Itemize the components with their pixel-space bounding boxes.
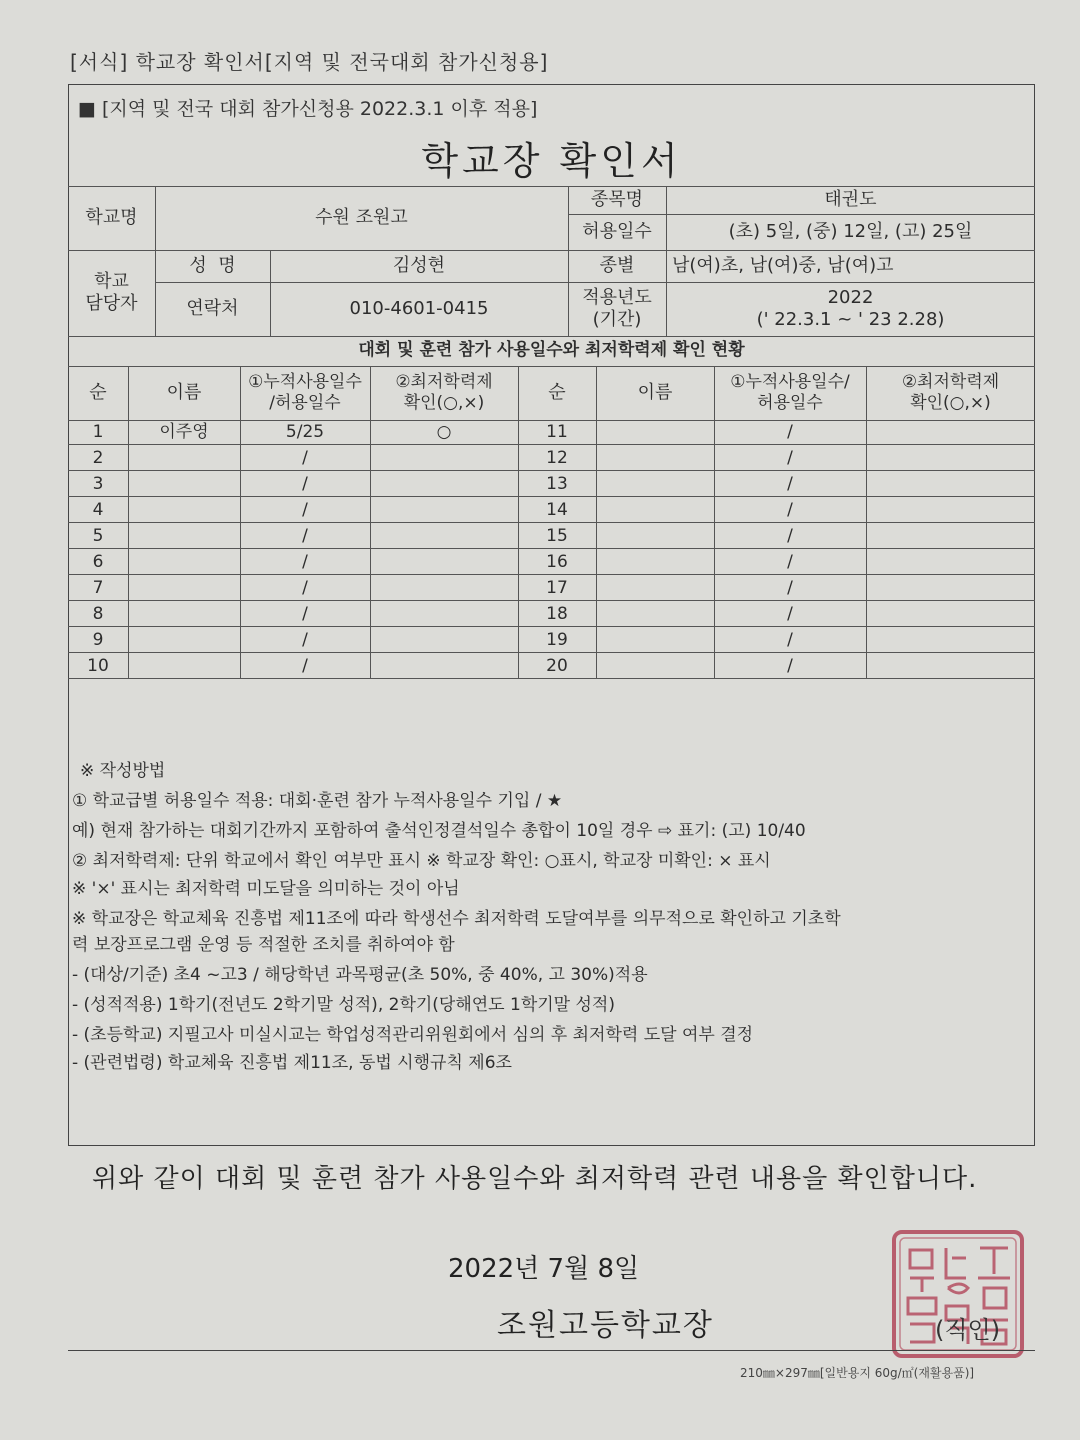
method-line: ※ '×' 표시는 최저학력 미도달을 의미하는 것이 아님 [72, 879, 460, 899]
cell-name [596, 628, 714, 654]
form-header: [서식] 학교장 확인서[지역 및 전국대회 참가신청용] [70, 50, 549, 74]
cell-no: 5 [92, 526, 104, 547]
cell-no: 13 [546, 474, 568, 495]
cell-name [128, 446, 240, 472]
cell-days: / [787, 474, 793, 495]
cell-name [596, 654, 714, 680]
cell-check [866, 446, 1035, 472]
cell-no: 6 [92, 552, 104, 573]
cell-days: / [302, 630, 308, 651]
contact-value: 010-4601-0415 [349, 297, 489, 319]
cell-check [370, 654, 518, 680]
cell-check [866, 654, 1035, 680]
document-title: 학교장 확인서 [421, 139, 682, 183]
category-label: 종별 [599, 254, 635, 276]
cell-check [866, 550, 1035, 576]
name-value: 김성현 [392, 254, 446, 276]
school-label: 학교명 [85, 206, 138, 228]
cell-no: 1 [92, 422, 104, 443]
principal-title: 조원고등학교장 [497, 1308, 714, 1343]
cell-days: / [302, 604, 308, 625]
cell-days: / [302, 552, 308, 573]
cell-days: / [302, 578, 308, 599]
cell-name [596, 524, 714, 550]
cell-name [596, 602, 714, 628]
contact-label: 연락처 [186, 297, 239, 319]
seal-label: (직인) [935, 1316, 1001, 1344]
confirm-text: 위와 같이 대회 및 훈련 참가 사용일수와 최저학력 관련 내용을 확인합니다. [92, 1164, 978, 1194]
cell-name [596, 420, 714, 446]
name-label: 성 명 [189, 254, 236, 276]
cell-no: 2 [92, 448, 104, 469]
cell-check [370, 498, 518, 524]
school-value: 수원 조원고 [315, 206, 408, 228]
cell-days: / [302, 474, 308, 495]
cell-name [128, 524, 240, 550]
cell-days: / [302, 526, 308, 547]
cell-check [370, 550, 518, 576]
cell-check [866, 628, 1035, 654]
cell-no: 10 [87, 656, 109, 677]
cell-check [370, 446, 518, 472]
issue-date: 2022년 7월 8일 [448, 1254, 640, 1284]
cell-days: / [787, 578, 793, 599]
cell-name [128, 602, 240, 628]
method-line: - (초등학교) 지필고사 미실시교는 학업성적관리위원회에서 심의 후 최저학력 도달 여부 결정 [72, 1025, 754, 1045]
cell-name [128, 628, 240, 654]
cell-check [866, 524, 1035, 550]
col-days-left: ①누적사용일수 /허용일수 [248, 371, 362, 413]
days-label: 허용일수 [582, 220, 652, 242]
col-name-right: 이름 [637, 381, 673, 403]
cell-check [866, 576, 1035, 602]
cell-name [596, 550, 714, 576]
cell-check [866, 602, 1035, 628]
cell-no: 9 [92, 630, 104, 651]
cell-no: 7 [92, 578, 104, 599]
cell-check [866, 472, 1035, 498]
cell-no: 15 [546, 526, 568, 547]
cell-days: 5/25 [285, 422, 325, 443]
cell-name [596, 576, 714, 602]
cell-name [596, 446, 714, 472]
paper-size-note: 210㎜×297㎜[일반용지 60g/㎡(재활용품)] [740, 1366, 975, 1380]
cell-days: / [302, 448, 308, 469]
cell-no: 19 [546, 630, 568, 651]
cell-check [370, 628, 518, 654]
cell-check: ○ [436, 422, 452, 443]
cell-name [128, 550, 240, 576]
cell-no: 12 [546, 448, 568, 469]
cell-days: / [302, 500, 308, 521]
cell-days: / [787, 448, 793, 469]
method-line: ※ 작성방법 [80, 761, 166, 781]
year-value: 2022 (' 22.3.1 ~ ' 23 2.28) [756, 286, 945, 330]
method-line: ② 최저학력제: 단위 학교에서 확인 여부만 표시 ※ 학교장 확인: ○표시, 학교장 미확인: × 표시 [72, 851, 771, 871]
cell-no: 16 [546, 552, 568, 573]
method-line: - (성적적용) 1학기(전년도 2학기말 성적), 2학기(당해연도 1학기말 성적) [72, 995, 615, 1015]
cell-name [128, 498, 240, 524]
cell-no: 18 [546, 604, 568, 625]
sub-header: ■ [지역 및 전국 대회 참가신청용 2022.3.1 이후 적용] [78, 98, 538, 120]
cell-days: / [787, 422, 793, 443]
cell-days: / [787, 526, 793, 547]
method-line: 예) 현재 참가하는 대회기간까지 포함하여 출석인정결석일수 총합이 10일 경우 ⇨ 표기: (고) 10/40 [72, 821, 806, 841]
col-name-left: 이름 [166, 381, 202, 403]
col-academic-right: ②최저학력제 확인(○,×) [901, 371, 1000, 413]
event-value: 태권도 [824, 188, 877, 210]
col-no-left: 순 [89, 381, 107, 403]
cell-days: / [787, 630, 793, 651]
method-line: 력 보장프로그램 운영 등 적절한 조치를 취하여야 함 [72, 935, 455, 955]
method-line: - (대상/기준) 초4 ~고3 / 해당학년 과목평균(초 50%, 중 40%, 고 30%)적용 [72, 965, 648, 985]
cell-no: 4 [92, 500, 104, 521]
cell-days: / [302, 656, 308, 677]
manager-label: 학교 담당자 [85, 270, 138, 314]
method-line: - (관련법령) 학교체육 진흥법 제11조, 동법 시행규칙 제6조 [72, 1053, 512, 1073]
bottom-divider [68, 1350, 1035, 1351]
cell-name [128, 472, 240, 498]
cell-days: / [787, 552, 793, 573]
cell-no: 14 [546, 500, 568, 521]
cell-no: 20 [546, 656, 568, 677]
cell-days: / [787, 604, 793, 625]
status-title: 대회 및 훈련 참가 사용일수와 최저학력제 확인 현황 [358, 340, 745, 361]
col-no-right: 순 [548, 381, 566, 403]
cell-no: 17 [546, 578, 568, 599]
col-days-right: ①누적사용일수/ 허용일수 [730, 371, 850, 413]
days-value: (초) 5일, (중) 12일, (고) 25일 [728, 220, 973, 242]
cell-no: 11 [546, 422, 568, 443]
cell-name [596, 498, 714, 524]
method-line: ※ 학교장은 학교체육 진흥법 제11조에 따라 학생선수 최저학력 도달여부를 의무적으로 확인하고 기초학 [72, 909, 841, 929]
event-label: 종목명 [590, 188, 644, 210]
cell-name [128, 654, 240, 680]
category-value: 남(여)초, 남(여)중, 남(여)고 [672, 254, 894, 276]
cell-name: 이주영 [159, 422, 209, 443]
cell-no: 8 [92, 604, 104, 625]
cell-check [866, 420, 1035, 446]
cell-check [370, 576, 518, 602]
method-line: ① 학교급별 허용일수 적용: 대회·훈련 참가 누적사용일수 기입 / ★ [72, 791, 563, 811]
cell-name [128, 576, 240, 602]
cell-check [370, 472, 518, 498]
cell-name [596, 472, 714, 498]
cell-days: / [787, 656, 793, 677]
cell-days: / [787, 500, 793, 521]
cell-check [866, 498, 1035, 524]
cell-no: 3 [92, 474, 104, 495]
year-label: 적용년도 (기간) [582, 286, 652, 330]
col-academic-left: ②최저학력제 확인(○,×) [395, 371, 493, 413]
cell-check [370, 602, 518, 628]
cell-check [370, 524, 518, 550]
